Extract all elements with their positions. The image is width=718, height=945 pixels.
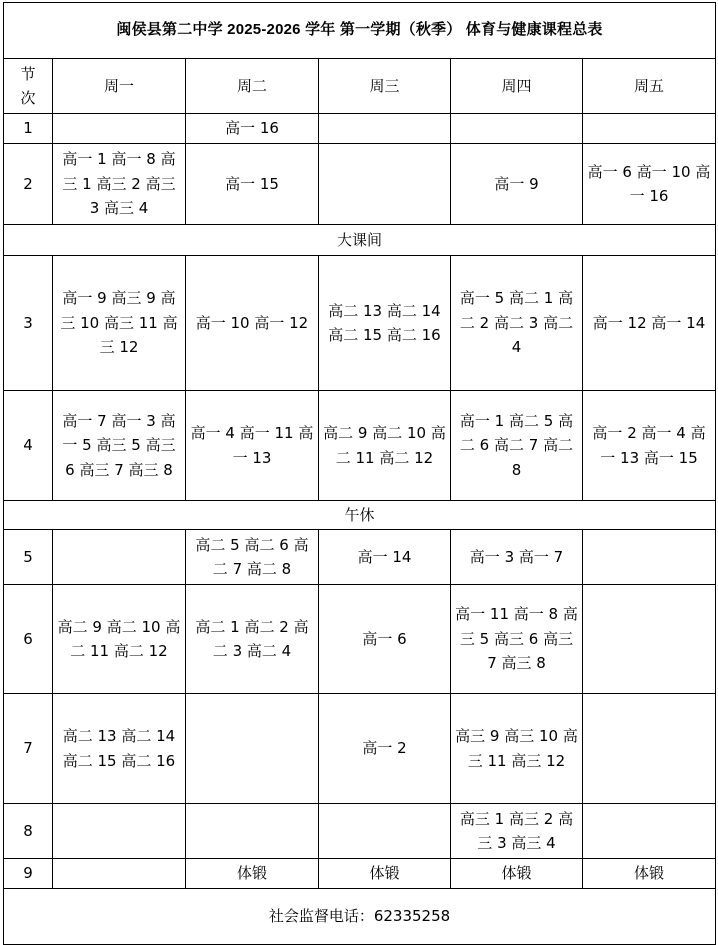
schedule-cell xyxy=(319,114,451,144)
schedule-cell xyxy=(186,694,319,804)
schedule-cell: 高一 7 高一 3 高一 5 高三 5 高三 6 高三 7 高三 8 xyxy=(53,391,186,501)
schedule-cell: 高二 13 高二 14 高二 15 高二 16 xyxy=(319,256,451,391)
schedule-cell: 高三 9 高三 10 高三 11 高三 12 xyxy=(451,694,583,804)
table-row xyxy=(4,256,716,391)
schedule-cell: 体锻 xyxy=(186,859,319,889)
schedule-cell: 高一 6 xyxy=(319,585,451,694)
schedule-cell: 高二 9 高二 10 高二 11 高二 12 xyxy=(319,391,451,501)
schedule-cell: 高一 6 高一 10 高一 16 xyxy=(583,144,716,225)
break-row xyxy=(4,501,716,530)
schedule-cell: 高一 9 高三 9 高三 10 高三 11 高三 12 xyxy=(53,256,186,391)
table-row xyxy=(4,391,716,501)
noon-break: 午休 xyxy=(4,501,716,530)
schedule-cell xyxy=(53,114,186,144)
period-number: 2 xyxy=(4,144,53,225)
schedule-cell xyxy=(583,114,716,144)
period-number: 3 xyxy=(4,256,53,391)
schedule-cell: 高一 14 xyxy=(319,530,451,585)
schedule-cell: 体锻 xyxy=(583,859,716,889)
day-header: 周三 xyxy=(319,59,451,114)
schedule-table xyxy=(3,2,716,945)
schedule-cell: 高一 11 高一 8 高三 5 高三 6 高三 7 高三 8 xyxy=(451,585,583,694)
period-header-line-1: 节 xyxy=(20,64,36,83)
period-number: 5 xyxy=(4,530,53,585)
schedule-cell: 高一 5 高二 1 高二 2 高二 3 高二 4 xyxy=(451,256,583,391)
schedule-cell xyxy=(451,114,583,144)
period-header xyxy=(4,59,53,114)
schedule-cell xyxy=(583,694,716,804)
title-row xyxy=(4,3,716,59)
schedule-cell xyxy=(53,804,186,859)
period-number: 8 xyxy=(4,804,53,859)
page-title: 闽侯县第二中学 2025-2026 学年 第一学期（秋季） 体育与健康课程总表 xyxy=(4,3,716,59)
schedule-cell: 高二 5 高二 6 高二 7 高二 8 xyxy=(186,530,319,585)
schedule-cell: 高一 9 xyxy=(451,144,583,225)
schedule-cell xyxy=(319,144,451,225)
schedule-cell: 高一 2 高一 4 高一 13 高一 15 xyxy=(583,391,716,501)
schedule-cell xyxy=(53,530,186,585)
schedule-cell: 高二 13 高二 14 高二 15 高二 16 xyxy=(53,694,186,804)
supervision-phone: 社会监督电话：62335258 xyxy=(4,889,716,945)
schedule-cell: 高二 1 高二 2 高二 3 高二 4 xyxy=(186,585,319,694)
schedule-cell: 高一 3 高一 7 xyxy=(451,530,583,585)
table-row xyxy=(4,804,716,859)
period-number: 6 xyxy=(4,585,53,694)
schedule-cell: 高二 9 高二 10 高二 11 高二 12 xyxy=(53,585,186,694)
schedule-cell: 高一 2 xyxy=(319,694,451,804)
schedule-cell: 高三 1 高三 2 高三 3 高三 4 xyxy=(451,804,583,859)
schedule-cell: 高一 12 高一 14 xyxy=(583,256,716,391)
day-header: 周四 xyxy=(451,59,583,114)
schedule-cell xyxy=(319,804,451,859)
schedule-cell xyxy=(583,585,716,694)
period-number: 7 xyxy=(4,694,53,804)
schedule-cell: 高一 1 高二 5 高二 6 高二 7 高二 8 xyxy=(451,391,583,501)
table-row xyxy=(4,144,716,225)
table-row xyxy=(4,859,716,889)
morning-break: 大课间 xyxy=(4,225,716,256)
schedule-cell: 体锻 xyxy=(319,859,451,889)
schedule-cell xyxy=(186,804,319,859)
schedule-cell: 体锻 xyxy=(451,859,583,889)
table-row xyxy=(4,530,716,585)
schedule-cell xyxy=(583,530,716,585)
schedule-cell: 高一 10 高一 12 xyxy=(186,256,319,391)
footer-row xyxy=(4,889,716,945)
break-row xyxy=(4,225,716,256)
header-row xyxy=(4,59,716,114)
table-row xyxy=(4,114,716,144)
period-number: 1 xyxy=(4,114,53,144)
day-header: 周二 xyxy=(186,59,319,114)
schedule-cell xyxy=(583,804,716,859)
schedule-cell: 高一 4 高一 11 高一 13 xyxy=(186,391,319,501)
schedule-cell: 高一 1 高一 8 高三 1 高三 2 高三 3 高三 4 xyxy=(53,144,186,225)
day-header: 周五 xyxy=(583,59,716,114)
schedule-cell: 高一 15 xyxy=(186,144,319,225)
day-header: 周一 xyxy=(53,59,186,114)
schedule-cell xyxy=(53,859,186,889)
schedule-cell: 高一 16 xyxy=(186,114,319,144)
period-header-line-2: 次 xyxy=(20,89,36,107)
table-row xyxy=(4,585,716,694)
table-row xyxy=(4,694,716,804)
period-number: 9 xyxy=(4,859,53,889)
period-number: 4 xyxy=(4,391,53,501)
